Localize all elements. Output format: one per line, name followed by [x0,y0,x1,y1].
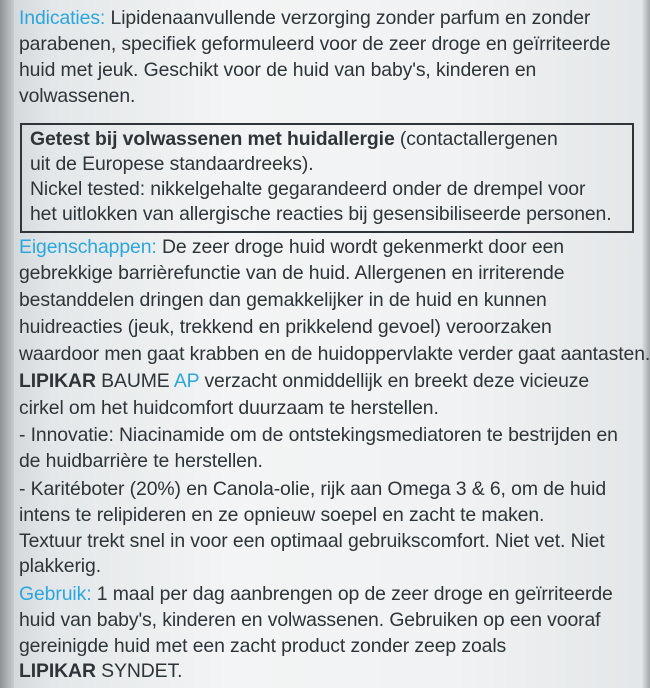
gebruik-line-3: gereinigde huid met een zacht product zonder zeep zoals [19,635,507,657]
eigenschappen-line-2: gebrekkige barrièrefunctie van de huid. Allergenen en irriterende [19,262,565,284]
indicaties-heading: Indicaties: [19,7,106,29]
gebruik-heading: Gebruik: [19,583,92,605]
eigenschappen-line-6: LIPIKAR BAUME AP verzacht onmiddellijk en breekt deze vicieuze [19,370,590,392]
eigenschappen-line-13: plakkerig. [19,555,101,577]
eigenschappen-line-7: cirkel om het huidcomfort duurzaam te herstellen. [19,397,439,419]
indicaties-line-4: volwassenen. [19,85,136,107]
box-line-2: uit de Europese standaardreeks). [30,153,314,175]
eigenschappen-line-1: Eigenschappen: De zeer droge huid wordt gekenmerkt door een [19,236,564,258]
indicaties-line-1: Indicaties: Lipidenaanvullende verzorging zonder parfum en zonder [19,7,591,29]
eigenschappen-line-10: - Karitéboter (20%) en Canola-olie, rijk aan Omega 3 & 6, om de huid [19,478,607,500]
box-bold-title: Getest bij volwassenen met huidallergie [30,128,395,150]
brand-ap: AP [169,370,200,392]
gebruik-line-2: huid van baby's, kinderen en volwassenen. Gebruiken op een vooraf [19,609,601,631]
brand-lipikar-2: LIPIKAR [19,660,96,682]
eigenschappen-line-3: bestanddelen dringen dan gemakkelijker in de huid en kunnen [19,289,547,311]
brand-syndet: SYNDET. [95,660,183,682]
left-shadow [0,0,14,688]
brand-lipikar: LIPIKAR [19,370,96,392]
eigenschappen-line-5: waardoor men gaat krabben en de huidoppervlakte verder gaat aantasten. [19,343,650,365]
brand-baume: BAUME [95,370,170,392]
gebruik-line-1: Gebruik: 1 maal per dag aanbrengen op de zeer droge en geïrriteerde [19,583,613,605]
eigenschappen-heading: Eigenschappen: [19,236,157,258]
eigenschappen-line-11: intens te relipideren en ze opnieuw soepel en zacht te maken. [19,504,545,526]
indicaties-line-3: huid met jeuk. Geschikt voor de huid van baby's, kinderen en [19,59,537,81]
gebruik-line-4 [19,660,182,683]
eigenschappen-line-8: - Innovatie: Niacinamide om de ontstekingsmediatoren te bestrijden en [19,424,618,446]
eigenschappen-line-9: de huidbarrière te herstellen. [19,450,263,472]
box-line-3: Nickel tested: nikkelgehalte gegarandeerd onder de drempel voor [30,178,586,200]
eigenschappen-line-12: Textuur trekt snel in voor een optimaal gebruikscomfort. Niet vet. Niet [19,530,605,552]
indicaties-line-2: parabenen, specifiek geformuleerd voor de zeer droge en geïrriteerde [19,33,611,55]
eigenschappen-line-4: huidreacties (jeuk, trekkend en prikkelend gevoel) veroorzaken [19,316,552,338]
box-line-4: het uitlokken van allergische reacties bij gesensibiliseerde personen. [30,203,612,225]
box-line-1: Getest bij volwassenen met huidallergie (contactallergenen [30,128,558,150]
allergy-test-box [20,123,634,233]
